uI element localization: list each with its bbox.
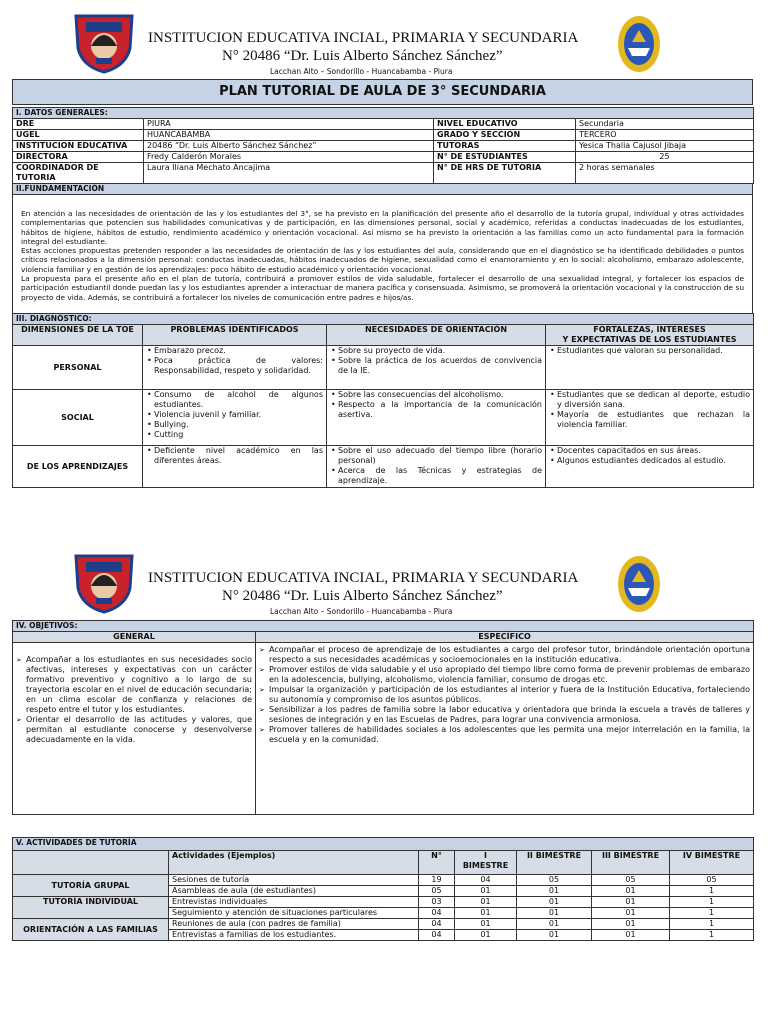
list-item: • Acerca de las Técnicas y estrategias de aprendizaje. [338, 466, 542, 486]
column-header-line: FORTALEZAS, INTERESES [593, 325, 706, 334]
list-item: • Sobre el uso adecuado del tiempo libre (horario personal) [338, 446, 542, 466]
datos-generales-table [12, 107, 754, 184]
actividades-table [12, 837, 754, 941]
table-row [13, 152, 754, 163]
list-item: • Cutting [154, 430, 323, 440]
field-label: TUTORAS [434, 141, 576, 152]
cell: 05 [419, 886, 455, 897]
list-item: • Sobre su proyecto de vida. [338, 346, 542, 356]
column-header: III BIMESTRE [592, 851, 670, 875]
cell: 05 [517, 875, 592, 886]
column-header [455, 851, 517, 875]
location-line: Lacchan Alto – Sondorillo - Huancabamba - Piura [270, 607, 453, 616]
cell: 01 [517, 897, 592, 908]
list-item: • Estudiantes que valoran su personalidad. [557, 346, 750, 356]
section-heading: IV. OBJETIVOS: [13, 621, 754, 632]
field-label: INSTITUCION EDUCATIVA [13, 141, 144, 152]
cell: 01 [517, 930, 592, 941]
general-objectives-cell [13, 643, 256, 815]
table-row [13, 141, 754, 152]
cell: 1 [670, 930, 754, 941]
table-row [13, 875, 754, 886]
necesidades-cell [327, 346, 546, 390]
cell: 04 [419, 908, 455, 919]
fortalezas-cell [546, 346, 754, 390]
column-header-line: BIMESTRE [462, 861, 509, 870]
table-row [13, 346, 754, 390]
cell: 01 [592, 897, 670, 908]
fortalezas-cell [546, 446, 754, 488]
cell: 01 [517, 886, 592, 897]
list-item: • Docentes capacitados en sus áreas. [557, 446, 750, 456]
list-item: ➢ Sensibilizar a los padres de familia sobre la labor educativa y orientadora que brinda la escuela a través de talleres y sesiones de integración y en las Escuelas de Padres, para lograr una convivencia armoniosa. [269, 705, 750, 725]
necesidades-cell [327, 390, 546, 446]
list-item: • Sobre las consecuencias del alcoholismo. [338, 390, 542, 400]
school-shield-logo [72, 10, 136, 74]
necesidades-cell [327, 446, 546, 488]
activity-name: Reuniones de aula (con padres de familia) [169, 919, 419, 930]
section-heading: I. DATOS GENERALES: [13, 108, 754, 119]
field-value: HUANCABAMBA [144, 130, 434, 141]
list-item: • Mayoría de estudiantes que rechazan la violencia familiar. [557, 410, 750, 430]
cell: 04 [455, 875, 517, 886]
cell: 01 [455, 908, 517, 919]
field-label: NIVEL EDUCATIVO [434, 119, 576, 130]
list-item: • Embarazo precoz. [154, 346, 323, 356]
section-heading: III. DIAGNÓSTICO: [13, 314, 754, 325]
list-item: • Bullying. [154, 420, 323, 430]
institution-name: INSTITUCION EDUCATIVA INCIAL, PRIMARIA Y SECUNDARIA [148, 570, 579, 586]
cell: 01 [455, 930, 517, 941]
objetivos-table [12, 620, 754, 815]
group-label: ORIENTACIÓN A LAS FAMILIAS [13, 919, 169, 941]
column-header: NECESIDADES DE ORIENTACIÓN [327, 325, 546, 346]
page-2 [0, 540, 768, 1024]
table-row [13, 643, 754, 815]
field-label: UGEL [13, 130, 144, 141]
section-heading: II.FUNDAMENTACIÓN [13, 184, 752, 195]
table-row [13, 119, 754, 130]
field-value: PIURA [144, 119, 434, 130]
crest-logo [616, 552, 662, 614]
table-row [13, 163, 754, 184]
table-row [13, 390, 754, 446]
paragraph: La propuesta para el presente año en el plan de tutoría, contribuirá a promover estilos de vida saludable, fortalecer el desarrollo de una sexualidad integral, y fortalecer los espacios de participación estudiantil donde puedan las y los estudiantes aprender a interactuar de manera pacífica y consensuada. Asimismo, se promoverá la orientación vocacional y la construcción de su proyecto de vida. Además, se contribuirá a fortalecer los niveles de comunicación entre padres e hijos/as. [21, 274, 744, 302]
section-heading: V. ACTIVIDADES DE TUTORÍA [13, 838, 754, 851]
diagnostico-table [12, 313, 754, 488]
institution-number: N° 20486 “Dr. Luis Alberto Sánchez Sánchez” [222, 48, 503, 64]
fundamentacion-text [13, 195, 752, 302]
dimension-label: PERSONAL [13, 346, 143, 390]
cell: 01 [592, 919, 670, 930]
list-item: ➢ Orientar el desarrollo de las actitudes y valores, que permitan al estudiante conocerse y desenvolverse adecuadamente en la vida. [26, 715, 252, 745]
cell: 01 [455, 919, 517, 930]
list-item: • Algunos estudiantes dedicados al estudio. [557, 456, 750, 466]
field-value: Yesica Thalia Cajusol Jibaja [576, 141, 754, 152]
field-label: COORDINADOR DE TUTORIA [13, 163, 144, 184]
cell: 04 [419, 930, 455, 941]
cell: 1 [670, 886, 754, 897]
cell: 01 [592, 930, 670, 941]
cell: 01 [455, 897, 517, 908]
cell: 1 [670, 897, 754, 908]
problemas-cell [143, 346, 327, 390]
dimension-label: DE LOS APRENDIZAJES [13, 446, 143, 488]
field-label: GRADO Y SECCION [434, 130, 576, 141]
table-row [13, 446, 754, 488]
field-label: N° DE ESTUDIANTES [434, 152, 576, 163]
institution-name: INSTITUCION EDUCATIVA INCIAL, PRIMARIA Y SECUNDARIA [148, 30, 579, 46]
list-item: ➢ Impulsar la organización y participación de los estudiantes al interior y fuera de la Institución Educativa, fortaleciendo su autonomía y compromiso de los asuntos públicos. [269, 685, 750, 705]
cell: 01 [517, 908, 592, 919]
problemas-cell [143, 446, 327, 488]
page-header [0, 540, 768, 616]
field-value: TERCERO [576, 130, 754, 141]
list-item: • Estudiantes que se dedican al deporte, estudio y diversión sana. [557, 390, 750, 410]
school-shield-logo [72, 550, 136, 614]
cell: 01 [592, 908, 670, 919]
problemas-cell [143, 390, 327, 446]
cell: 1 [670, 919, 754, 930]
cell: 01 [517, 919, 592, 930]
column-header: PROBLEMAS IDENTIFICADOS [143, 325, 327, 346]
field-value: 20486 “Dr. Luis Alberto Sánchez Sánchez” [144, 141, 434, 152]
group-label: TUTORÍA GRUPAL [13, 875, 169, 897]
column-header: IV BIMESTRE [670, 851, 754, 875]
cell: 03 [419, 897, 455, 908]
location-line: Lacchan Alto – Sondorillo - Huancabamba - Piura [270, 67, 453, 76]
cell: 05 [670, 875, 754, 886]
column-header: N° [419, 851, 455, 875]
column-header: II BIMESTRE [517, 851, 592, 875]
list-item: • Deficiente nivel académico en las diferentes áreas. [154, 446, 323, 466]
list-item: • Respecto a la importancia de la comunicación asertiva. [338, 400, 542, 420]
list-item: ➢ Promover talleres de habilidades sociales a los adolescentes que les permita una mejor interrelación en la familia, la escuela y en la comunidad. [269, 725, 750, 745]
cell: 01 [592, 886, 670, 897]
column-header: ESPECÍFICO [256, 632, 754, 643]
empty-cell [13, 851, 169, 875]
paragraph: En atención a las necesidades de orientación de las y los estudiantes del 3°, se ha previsto en la planificación del presente año el desarrollo de la tutoría grupal, individual y otras actividades complementarias que potencien sus habilidades comunicativas y de participación, en las dimensiones personal, social y académico, referidas a conductas inadecuadas de los estudiantes, hábitos de higiene, hábitos de estudio, rendimiento académico y orientación vocacional. Así mismo se ha previsto la orientación a las familias como un acto fundamental para la formación integral del estudiante. [21, 209, 744, 246]
activity-name: Entrevistas a familias de los estudiantes. [169, 930, 419, 941]
list-item: • Violencia juvenil y familiar. [154, 410, 323, 420]
cell: 04 [419, 919, 455, 930]
field-value: Laura Iliana Mechato Ancajima [144, 163, 434, 184]
activity-name: Asambleas de aula (de estudiantes) [169, 886, 419, 897]
group-label: TUTORÍA INDIVIDUAL [13, 897, 169, 919]
column-header: Actividades (Ejemplos) [169, 851, 419, 875]
dimension-label: SOCIAL [13, 390, 143, 446]
list-item: • Sobre la práctica de los acuerdos de convivencia de la IE. [338, 356, 542, 376]
list-item: ➢ Promover estilos de vida saludable y el uso apropiado del tiempo libre como forma de prevenir problemas de embarazo en la adolescencia, bullying, alcoholismo, violencia familiar, consumo de drogas etc. [269, 665, 750, 685]
cell: 05 [592, 875, 670, 886]
field-value: 25 [576, 152, 754, 163]
page-header [0, 0, 768, 76]
column-header: GENERAL [13, 632, 256, 643]
field-label: DRE [13, 119, 144, 130]
field-label: N° DE HRS DE TUTORIA [434, 163, 576, 184]
fundamentacion-section [12, 183, 753, 315]
list-item: ➢ Acompañar el proceso de aprendizaje de los estudiantes a cargo del profesor tutor, brindándole orientación oportuna respecto a sus necesidades académicas y socioemocionales en la institución educativa. [269, 645, 750, 665]
cell: 19 [419, 875, 455, 886]
fortalezas-cell [546, 390, 754, 446]
institution-number: N° 20486 “Dr. Luis Alberto Sánchez Sánchez” [222, 588, 503, 604]
column-header-line: I [484, 851, 487, 860]
activity-name: Entrevistas individuales [169, 897, 419, 908]
column-header [546, 325, 754, 346]
field-value: Fredy Calderón Morales [144, 152, 434, 163]
field-value: Secundaria [576, 119, 754, 130]
table-row [13, 919, 754, 930]
activity-name: Seguimiento y atención de situaciones particulares [169, 908, 419, 919]
field-value: 2 horas semanales [576, 163, 754, 184]
crest-logo [616, 12, 662, 74]
document-title: PLAN TUTORIAL DE AULA DE 3° SECUNDARIA [12, 79, 753, 105]
list-item: ➢ Acompañar a los estudiantes en sus necesidades socio afectivas, intereses y expectativas con un carácter formativo preventivo y cognitivo a lo largo de su trayectoria escolar en el nivel de educación secundaria; en un clima escolar de confianza y relaciones de respeto entre el tutor y los estudiantes. [26, 655, 252, 715]
paragraph: Estas acciones propuestas pretenden responder a las necesidades de orientación de las y los estudiantes del aula, considerando que en el diagnóstico se ha identificado debilidades o puntos críticos relacionados a la dimensión personal: conductas inadecuadas, hábitos inadecuados de higiene, sexualidad como el enamoramiento y en lo social: alcoholismo, embarazo adolescente, violencia familiar y en gestión de los aprendizajes: poco hábito de estudio académico y orientación vocacional. [21, 246, 744, 274]
table-row [13, 897, 754, 908]
list-item: • Poca práctica de valores: Responsabilidad, respeto y solidaridad. [154, 356, 323, 376]
cell: 1 [670, 908, 754, 919]
column-header-line: Y EXPECTATIVAS DE LOS ESTUDIANTES [562, 335, 737, 344]
table-row [13, 130, 754, 141]
specific-objectives-cell [256, 643, 754, 815]
cell: 01 [455, 886, 517, 897]
field-label: DIRECTORA [13, 152, 144, 163]
activity-name: Sesiones de tutoría [169, 875, 419, 886]
column-header: DIMENSIONES DE LA TOE [13, 325, 143, 346]
list-item: • Consumo de alcohol de algunos estudiantes. [154, 390, 323, 410]
